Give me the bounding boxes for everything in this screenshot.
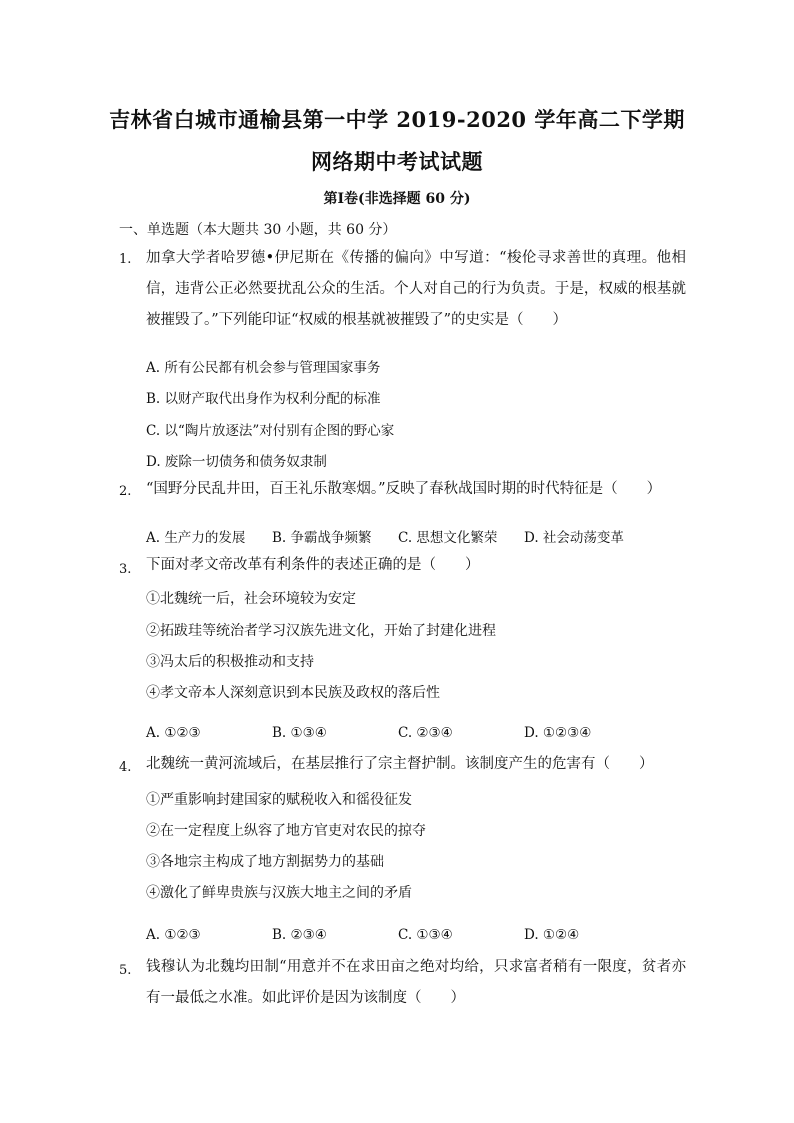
statement-item: ③各地宗主构成了地方割据势力的基础 (146, 854, 384, 870)
answer-option: D. ①②③④ (524, 725, 592, 741)
answer-option: C. 以“陶片放逐法”对付别有企图的野心家 (146, 423, 395, 439)
question-number: 2. (119, 484, 132, 499)
question-text: 北魏统一黄河流域后，在基层推行了宗主督护制。该制度产生的危害有（ ） (146, 756, 654, 772)
volume-subtitle: 第Ⅰ卷(非选择题 60 分) (323, 191, 471, 207)
answer-option: D. 废除一切债务和债务奴隶制 (146, 454, 327, 470)
answer-option: A. 生产力的发展 (146, 530, 246, 546)
statement-item: ②拓跋珪等统治者学习汉族先进文化，开始了封建化进程 (146, 623, 496, 639)
question-text: “国野分民乱井田，百王礼乐散寒烟。”反映了春秋战国时期的时代特征是（ ） (146, 481, 662, 497)
statement-item: ④孝文帝本人深刻意识到本民族及政权的落后性 (146, 685, 440, 701)
question-number: 5. (119, 963, 132, 978)
question-number: 1. (119, 252, 132, 267)
exam-title-line-2: 网络期中考试试题 (311, 149, 483, 174)
statement-item: ①严重影响封建国家的赋税收入和徭役征发 (146, 792, 412, 808)
statement-item: ①北魏统一后，社会环境较为安定 (146, 591, 356, 607)
section-heading: 一、单选题（本大题共 30 小题，共 60 分） (119, 222, 397, 238)
question-text: 下面对孝文帝改革有利条件的表述正确的是（ ） (146, 557, 480, 573)
question-text: 加拿大学者哈罗德•伊尼斯在《传播的偏向》中写道：“梭伦寻求善世的真理。他相信，违背公正必然要扰乱公众的生活。个人对自己的行为负责。于是，权威的根基就被摧毁了。”下列能印证“权威的根基就被摧毁了”的史实是（ ） (146, 250, 686, 328)
statement-item: ③冯太后的积极推动和支持 (146, 654, 314, 670)
exam-title-line-1: 吉林省白城市通榆县第一中学 2019-2020 学年高二下学期 (109, 107, 685, 132)
statement-item: ④激化了鲜卑贵族与汉族大地主之间的矛盾 (146, 885, 412, 901)
question-number: 3. (119, 562, 132, 577)
answer-option: B. ①③④ (272, 725, 327, 741)
answer-option: B. ②③④ (272, 927, 327, 943)
answer-option: B. 以财产取代出身作为权利分配的标准 (146, 391, 381, 407)
answer-option: C. ②③④ (398, 725, 453, 741)
answer-option: D. ①②④ (524, 927, 580, 943)
answer-option: C. 思想文化繁荣 (398, 530, 498, 546)
answer-option: A. ①②③ (146, 725, 201, 741)
question-text: 钱穆认为北魏均田制“用意并不在求田亩之绝对均给，只求富者稍有一限度，贫者亦有一最低之水准。如此评价是因为该制度（ ） (146, 959, 686, 1006)
answer-option: A. ①②③ (146, 927, 201, 943)
answer-option: C. ①③④ (398, 927, 453, 943)
answer-option: A. 所有公民都有机会参与管理国家事务 (146, 360, 381, 376)
question-number: 4. (119, 760, 132, 775)
answer-option: B. 争霸战争频繁 (272, 530, 372, 546)
answer-option: D. 社会动荡变革 (524, 530, 624, 546)
statement-item: ②在一定程度上纵容了地方官吏对农民的掠夺 (146, 823, 426, 839)
